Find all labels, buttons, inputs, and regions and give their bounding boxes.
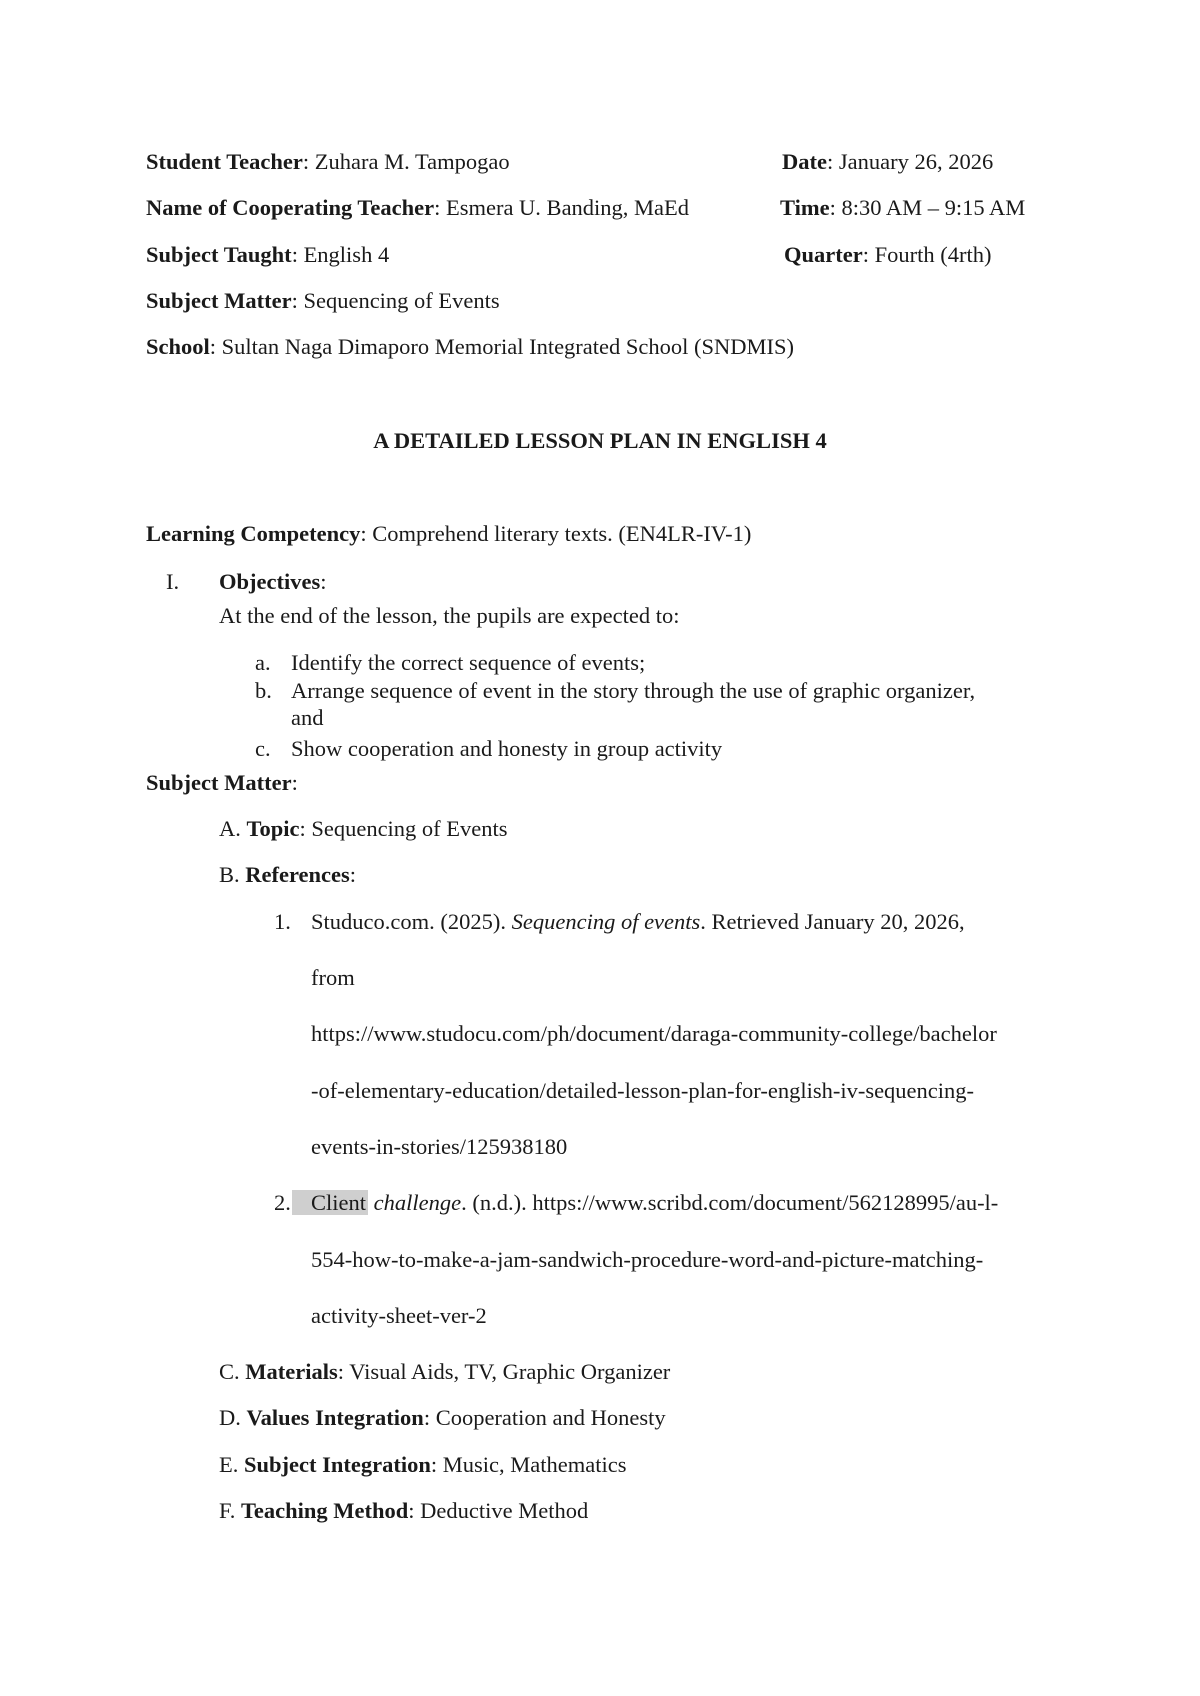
quarter-label: Quarter bbox=[784, 242, 863, 267]
reference-1-line-2: from bbox=[311, 965, 355, 990]
references-colon: : bbox=[349, 862, 357, 887]
objective-item-a: Identify the correct sequence of events; bbox=[291, 650, 646, 675]
learning-competency-line bbox=[146, 523, 751, 546]
reference-1-retrieved: . Retrieved January 20, 2026, bbox=[700, 909, 965, 934]
topic-marker: A. bbox=[219, 816, 241, 841]
reference-2-url-start: . (n.d.). https://www.scribd.com/document/562128995/au-l- bbox=[461, 1190, 999, 1215]
teaching-method-line bbox=[219, 1500, 588, 1523]
subject-integration-value: : Music, Mathematics bbox=[430, 1452, 627, 1477]
objectives-numeral: I. bbox=[166, 569, 180, 594]
time-value: : 8:30 AM – 9:15 AM bbox=[829, 195, 1026, 220]
time-line bbox=[780, 197, 1025, 220]
references-heading bbox=[219, 864, 356, 887]
reference-1-line-1 bbox=[311, 911, 965, 934]
values-integration-line bbox=[219, 1407, 666, 1430]
reference-2-highlighted-text: Client bbox=[292, 1190, 368, 1215]
subject-taught-line bbox=[146, 244, 389, 267]
values-integration-value: : Cooperation and Honesty bbox=[423, 1405, 666, 1430]
subject-matter-header-label: Subject Matter bbox=[146, 288, 292, 313]
reference-1-url-line-1: https://www.studocu.com/ph/document/daraga-community-college/bachelor bbox=[311, 1021, 997, 1046]
materials-marker: C. bbox=[219, 1359, 240, 1384]
subject-matter-label: Subject Matter bbox=[146, 770, 292, 795]
reference-1-url-line-2: -of-elementary-education/detailed-lesson-plan-for-english-iv-sequencing- bbox=[311, 1078, 975, 1103]
date-label: Date bbox=[782, 149, 827, 174]
references-marker: B. bbox=[219, 862, 240, 887]
reference-2-title: challenge bbox=[373, 1190, 462, 1215]
school-value: : Sultan Naga Dimaporo Memorial Integrated School (SNDMIS) bbox=[209, 334, 795, 359]
subject-matter-heading bbox=[146, 772, 298, 795]
reference-1-lead: Studuco.com. (2025). bbox=[311, 909, 512, 934]
reference-1-title: Sequencing of events bbox=[511, 909, 701, 934]
date-value: : January 26, 2026 bbox=[826, 149, 994, 174]
quarter-value: : Fourth (4rth) bbox=[862, 242, 992, 267]
date-line bbox=[782, 151, 993, 174]
objectives-heading bbox=[219, 571, 326, 594]
subject-matter-header-line bbox=[146, 290, 500, 313]
subject-matter-header-value: : Sequencing of Events bbox=[291, 288, 500, 313]
references-label: References bbox=[245, 862, 350, 887]
subject-taught-value: : English 4 bbox=[291, 242, 390, 267]
student-teacher-line bbox=[146, 151, 510, 174]
school-line bbox=[146, 336, 794, 359]
objectives-intro: At the end of the lesson, the pupils are expected to: bbox=[219, 603, 680, 628]
reference-2-url-line-3: activity-sheet-ver-2 bbox=[311, 1303, 487, 1328]
objective-marker-c: c. bbox=[255, 736, 271, 761]
objective-marker-b: b. bbox=[255, 678, 272, 703]
topic-label: Topic bbox=[246, 816, 300, 841]
reference-2-url-line-2: 554-how-to-make-a-jam-sandwich-procedure-word-and-picture-matching- bbox=[311, 1247, 984, 1272]
cooperating-teacher-line bbox=[146, 197, 689, 220]
student-teacher-value: : Zuhara M. Tampogao bbox=[302, 149, 510, 174]
objective-item-c: Show cooperation and honesty in group activity bbox=[291, 736, 723, 761]
objectives-label: Objectives bbox=[219, 569, 321, 594]
values-integration-marker: D. bbox=[219, 1405, 241, 1430]
school-label: School bbox=[146, 334, 210, 359]
objectives-colon: : bbox=[320, 569, 327, 594]
subject-taught-label: Subject Taught bbox=[146, 242, 292, 267]
teaching-method-marker: F. bbox=[219, 1498, 236, 1523]
objective-item-b-continued: and bbox=[291, 705, 324, 730]
objective-marker-a: a. bbox=[255, 650, 271, 675]
reference-1-url-line-3: events-in-stories/125938180 bbox=[311, 1134, 568, 1159]
materials-label: Materials bbox=[245, 1359, 338, 1384]
time-label: Time bbox=[780, 195, 830, 220]
subject-matter-colon: : bbox=[291, 770, 298, 795]
quarter-line bbox=[784, 244, 991, 267]
values-integration-label: Values Integration bbox=[246, 1405, 424, 1430]
subject-integration-marker: E. bbox=[219, 1452, 239, 1477]
learning-competency-label: Learning Competency bbox=[146, 521, 361, 546]
topic-value: : Sequencing of Events bbox=[299, 816, 508, 841]
objective-item-b: Arrange sequence of event in the story through the use of graphic organizer, bbox=[291, 678, 976, 703]
subject-integration-label: Subject Integration bbox=[244, 1452, 431, 1477]
reference-2-line-1 bbox=[311, 1192, 998, 1215]
document-title: A DETAILED LESSON PLAN IN ENGLISH 4 bbox=[373, 428, 827, 453]
teaching-method-label: Teaching Method bbox=[240, 1498, 409, 1523]
materials-line bbox=[219, 1361, 670, 1384]
reference-2-marker: 2. bbox=[274, 1190, 291, 1215]
cooperating-teacher-value: : Esmera U. Banding, MaEd bbox=[434, 195, 690, 220]
topic-line bbox=[219, 818, 508, 841]
learning-competency-value: : Comprehend literary texts. (EN4LR-IV-1) bbox=[360, 521, 752, 546]
materials-value: : Visual Aids, TV, Graphic Organizer bbox=[337, 1359, 671, 1384]
subject-integration-line bbox=[219, 1454, 626, 1477]
cooperating-teacher-label: Name of Cooperating Teacher bbox=[146, 195, 435, 220]
reference-1-marker: 1. bbox=[274, 909, 291, 934]
teaching-method-value: : Deductive Method bbox=[408, 1498, 589, 1523]
student-teacher-label: Student Teacher bbox=[146, 149, 303, 174]
